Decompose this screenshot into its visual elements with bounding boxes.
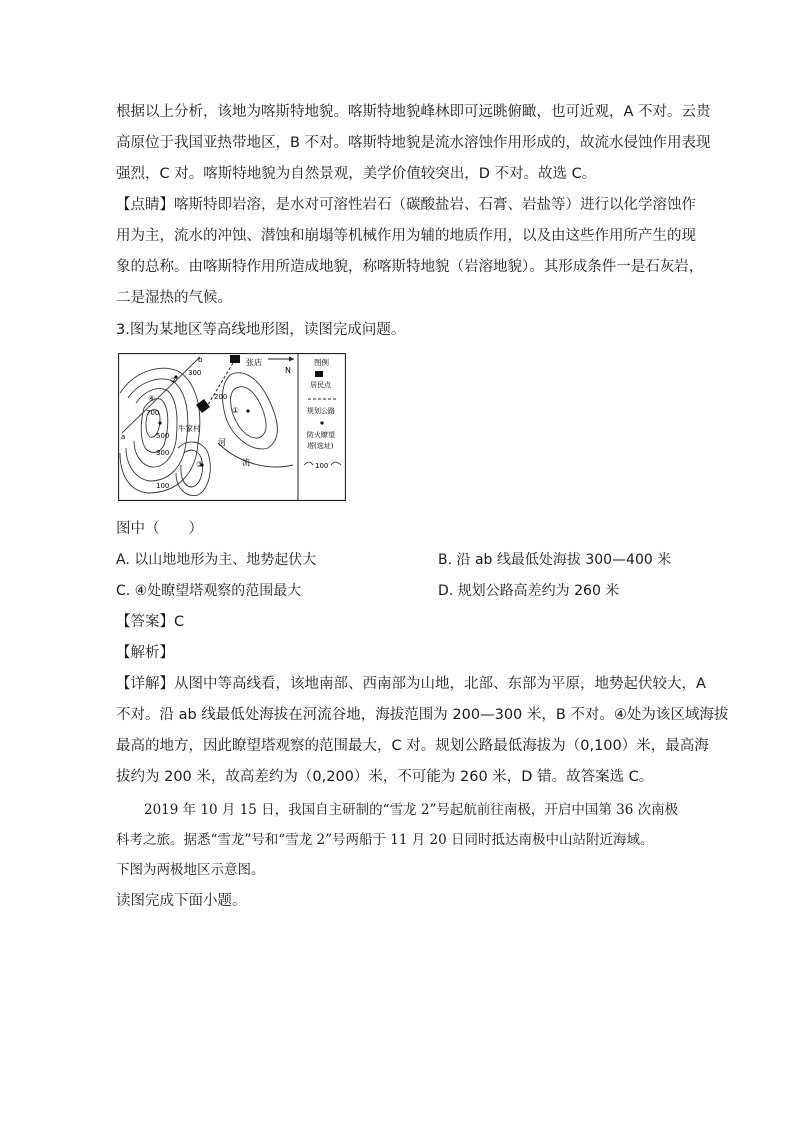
tower-dot [158,421,161,424]
legend-tower-label: 防火瞭望 [307,431,335,439]
map-frame [119,354,346,501]
text-line: 象的总称。由喀斯特作用所造成地貌，称喀斯特地貌（岩溶地貌）。其形成条件一是石灰岩， [116,259,704,275]
marker-4: ④ [148,394,156,403]
option-a: A. 以山地地形为主、地势起伏大 [116,552,317,568]
text-line: 用为主，流水的冲蚀、潜蚀和崩塌等机械作用为辅的地质作用，以及由这些作用所产生的现 [116,228,696,244]
contour-label: 500 [156,432,170,440]
tower-dot [246,409,249,412]
contour-label: 300 [156,449,170,457]
answer-line [116,612,184,632]
legend-title: 图例 [314,358,329,367]
river-label: 河 [218,438,226,447]
contour-label: 300 [188,369,202,377]
text-line: 二是湿热的气候。 [116,290,232,306]
option-c: C. ④处瞭望塔观察的范围最大 [116,583,302,599]
legend-contour-label: 100 [315,462,329,470]
text-line: 根据以上分析，该地为喀斯特地貌。喀斯特地貌峰林即可远眺俯瞰，也可近观，A 不对。云贵 [116,104,711,120]
passage-line: 下图为两极地区示意图。 [116,862,265,878]
village-label: 牛家村 [178,424,201,433]
point-b-label: b [198,356,203,364]
settlement-icon-zhangdian [230,355,240,363]
town-label: 张店 [246,358,262,367]
legend-road-label: 规划公路 [307,407,335,415]
point-a-label: a [121,433,126,441]
detail-line: 不对。沿 ab 线最低处海拔在河流谷地，海拔范围为 200—300 米，B 不对。④处为该区域海拔 [116,707,729,723]
detail-line: 最高的地方，因此瞭望塔观察的范围最大，C 对。规划公路最低海拔为（0,100）米，最高海 [116,738,709,754]
analysis-label: 【解析】 [116,645,174,661]
contour-label: 700 [146,409,160,417]
passage-line: 2019 年 10 月 15 日，我国自主研制的“雪龙 2”号起航前往南极，开启中国第 36 次南极 [144,802,679,818]
legend-settlement-label: 居民点 [310,381,331,389]
legend-tower-label: 塔(选址) [307,442,334,450]
answer-value: C [174,614,185,630]
answer-label: 【答案】 [116,614,174,630]
contour-map [118,353,346,501]
legend-tower-icon [320,421,323,424]
option-d: D. 规划公路高差约为 260 米 [438,583,620,599]
contour-label: 200 [214,393,228,401]
detail-line: 拔约为 200 米，故高差约为（0,200）米，不可能为 260 米，D 错。故答案选 C。 [116,769,654,785]
detail-line: 【详解】从图中等高线看，该地南部、西南部为山地，北部、东部为平原，地势起伏较大，A [116,676,706,692]
option-b: B. 沿 ab 线最低处海拔 300—400 米 [438,552,672,568]
text-line: 高原位于我国亚热带地区，B 不对。喀斯特地貌是流水溶蚀作用形成的，故流水侵蚀作用表现 [116,135,711,151]
pointer-heading-line: 【点睛】喀斯特即岩溶，是水对可溶性岩石（碳酸盐岩、石膏、岩盐等）进行以化学溶蚀作 [116,197,696,213]
question-stem: 图中（ ） [116,521,203,537]
text-line: 强烈，C 对。喀斯特地貌为自然景观，美学价值较突出，D 不对。故选 C。 [116,166,597,182]
contour-label: 100 [156,482,170,490]
marker-2: ② [170,376,178,385]
north-label: N [285,366,291,375]
legend-settlement-icon [315,371,323,377]
river-label: 流 [242,458,250,467]
marker-3: ③ [196,460,204,469]
marker-1: ① [232,406,240,415]
passage-line: 科考之旅。据悉“雪龙”号和“雪龙 2”号两船于 11 月 20 日同时抵达南极中山站附近海域。 [116,832,654,848]
question-title: 3.图为某地区等高线地形图，读图完成问题。 [116,322,406,338]
passage-instruction: 读图完成下面小题。 [116,893,247,909]
